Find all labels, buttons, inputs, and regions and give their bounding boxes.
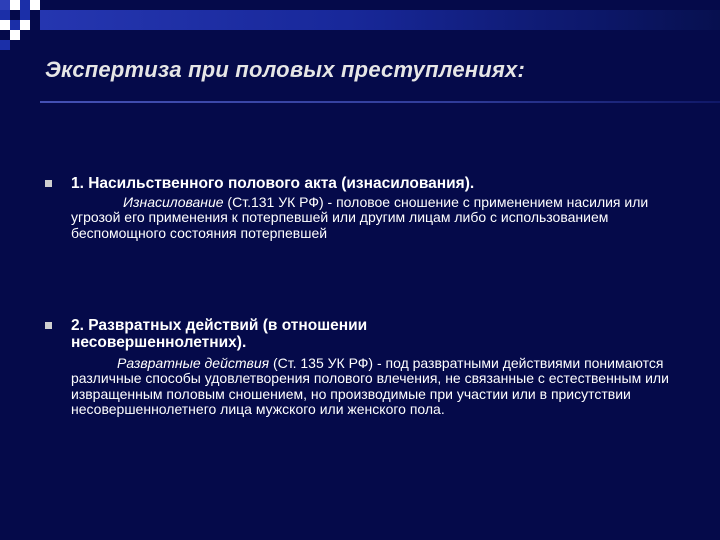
item-description	[71, 195, 681, 241]
item-heading: 1. Насильственного полового акта (изнасилования).	[71, 175, 475, 192]
decor-square	[0, 0, 10, 10]
decor-square	[10, 20, 20, 30]
header-gradient-bar	[40, 10, 720, 30]
item-body-text: (Ст.131 УК РФ) - половое сношение с применением насилия или угрозой его применения к потерпевшей или другим лицам либо с использованием беспомощного состояния потерпевшей	[71, 194, 649, 241]
square-bullet-icon	[45, 180, 52, 187]
decor-square	[0, 40, 10, 50]
item-term: Развратные действия	[117, 355, 270, 371]
item-body-text: (Ст. 135 УК РФ) - под развратными действиями понимаются различные способы удовлетворения полового влечения, не связанные с естественным или извращенным половым сношением, но производимые при участии или в присутствии несовершеннолетнего лица мужского или женского пола.	[71, 355, 669, 417]
decor-square	[0, 20, 10, 30]
title-divider	[40, 101, 720, 103]
decor-square	[20, 10, 30, 20]
item-term: Изнасилование	[123, 194, 224, 210]
decor-square	[30, 0, 40, 10]
decor-square	[10, 0, 20, 10]
decor-square	[0, 10, 10, 20]
decor-square	[20, 0, 30, 10]
item-heading: 2. Развратных действий (в отношении несовершеннолетних).	[71, 317, 368, 351]
square-bullet-icon	[45, 322, 52, 329]
decor-square	[10, 30, 20, 40]
item-description	[71, 356, 681, 417]
decor-square	[20, 20, 30, 30]
slide-title: Экспертиза при половых преступлениях:	[45, 57, 526, 82]
